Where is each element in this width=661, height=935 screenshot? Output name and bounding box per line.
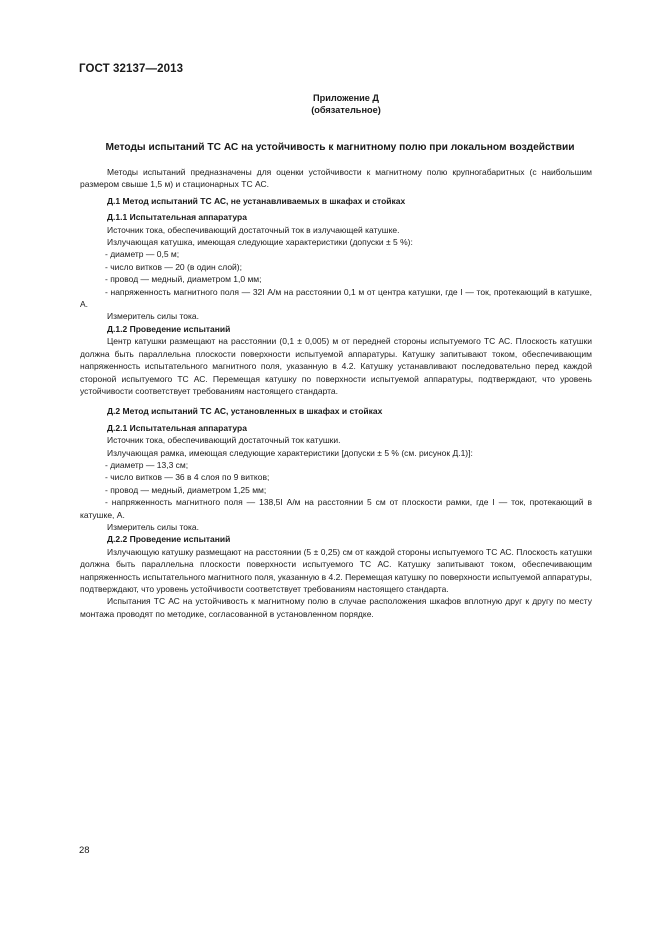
d2-list-item: - напряженность магнитного поля — 138,5I А/м на расстоянии 5 см от плоскости рамки, где I — ток, протекающий в катушке, А. xyxy=(80,497,592,520)
d2-list-item: - провод — медный, диаметром 1,25 мм; xyxy=(105,484,267,495)
d1-current-meter: Измеритель силы тока. xyxy=(107,311,199,322)
d1-list-item: - напряженность магнитного поля — 32I А/м на расстоянии 0,1 м от центра катушки, где I — ток, протекающий в катушке, А. xyxy=(80,286,592,310)
d1-current-source: Источник тока, обеспечивающий достаточный ток в излучающей катушке. xyxy=(107,224,400,235)
d2-current-meter: Измеритель силы тока. xyxy=(107,521,199,532)
d2-list-item: - число витков — 36 в 4 слоя по 9 витков; xyxy=(105,472,270,483)
d1-list-item: - диаметр — 0,5 м; xyxy=(105,249,180,260)
document-body xyxy=(80,166,592,620)
annex-heading xyxy=(200,92,492,116)
section-d1-heading: Д.1 Метод испытаний ТС АС, не устанавливаемых в шкафах и стойках xyxy=(107,195,406,206)
section-d2-heading: Д.2 Метод испытаний ТС АС, установленных в шкафах и стойках xyxy=(107,406,383,417)
d1-procedure-text: Центр катушки размещают на расстоянии (0,1 ± 0,005) м от передней стороны испытуемого ТС АС. Плоскость катушки должна быть параллельна плоскости поверхности испытуемой аппаратуры. Катушку запитывают током, обеспечивающим напряженность испытательного магнитного поля, указанную в 4.2. Катушку устанавливают последовательно перед каждой стороной испытуемого ТС АС. Перемещая катушку по поверхности испытуемой аппаратуры, подтверждают, что уровень устойчивости соответствует требованиям настоящего стандарта. xyxy=(80,336,592,396)
d2-procedure-text: Излучающую катушку размещают на расстоянии (5 ± 0,25) см от каждой стороны испытуемого ТС АС. Плоскость катушки должна быть параллельна плоскости поверхности испытуемого ТС АС. Катушку запитывают током, обеспечивающим напряженность испытательного магнитного поля, указанную в 4.2. Перемещая катушку по поверхности испытуемой аппаратуры, подтверждают, что уровень устойчивости соответствует требованиям настоящего стандарта. xyxy=(80,546,592,594)
d2-closing-text: Испытания ТС АС на устойчивость к магнитному полю в случае расположения шкафов вплотную друг к другу по месту монтажа проводят по методике, согласованной в установленном порядке. xyxy=(80,596,592,619)
d2-frame-description: Излучающая рамка, имеющая следующие характеристики [допуски ± 5 % (см. рисунок Д.1)]: xyxy=(107,447,473,458)
section-d1-1-heading: Д.1.1 Испытательная аппаратура xyxy=(107,212,247,223)
section-d2-2-heading: Д.2.2 Проведение испытаний xyxy=(107,534,231,545)
d1-coil-description: Излучающая катушка, имеющая следующие характеристики (допуски ± 5 %): xyxy=(107,237,413,248)
d1-list-item: - число витков — 20 (в один слой); xyxy=(105,261,243,272)
d2-list-item: - диаметр — 13,3 см; xyxy=(105,459,189,470)
document-code: ГОСТ 32137—2013 xyxy=(79,63,184,75)
annex-status: (обязательное) xyxy=(311,105,381,115)
annex-title: Приложение Д xyxy=(313,93,379,103)
page-number: 28 xyxy=(79,845,90,856)
annex-main-title: Методы испытаний ТС АС на устойчивость к магнитному полю при локальном воздействии xyxy=(105,142,575,153)
section-d1-2-heading: Д.1.2 Проведение испытаний xyxy=(107,323,231,334)
intro-paragraph: Методы испытаний предназначены для оценки устойчивости к магнитному полю крупногабаритных (с наибольшим размером свыше 1,5 м) и стационарных ТС АС. xyxy=(80,167,592,190)
d1-list-item: - провод — медный, диаметром 1,0 мм; xyxy=(105,274,262,285)
section-d2-1-heading: Д.2.1 Испытательная аппаратура xyxy=(107,422,247,433)
d2-current-source: Источник тока, обеспечивающий достаточный ток катушки. xyxy=(107,435,341,446)
